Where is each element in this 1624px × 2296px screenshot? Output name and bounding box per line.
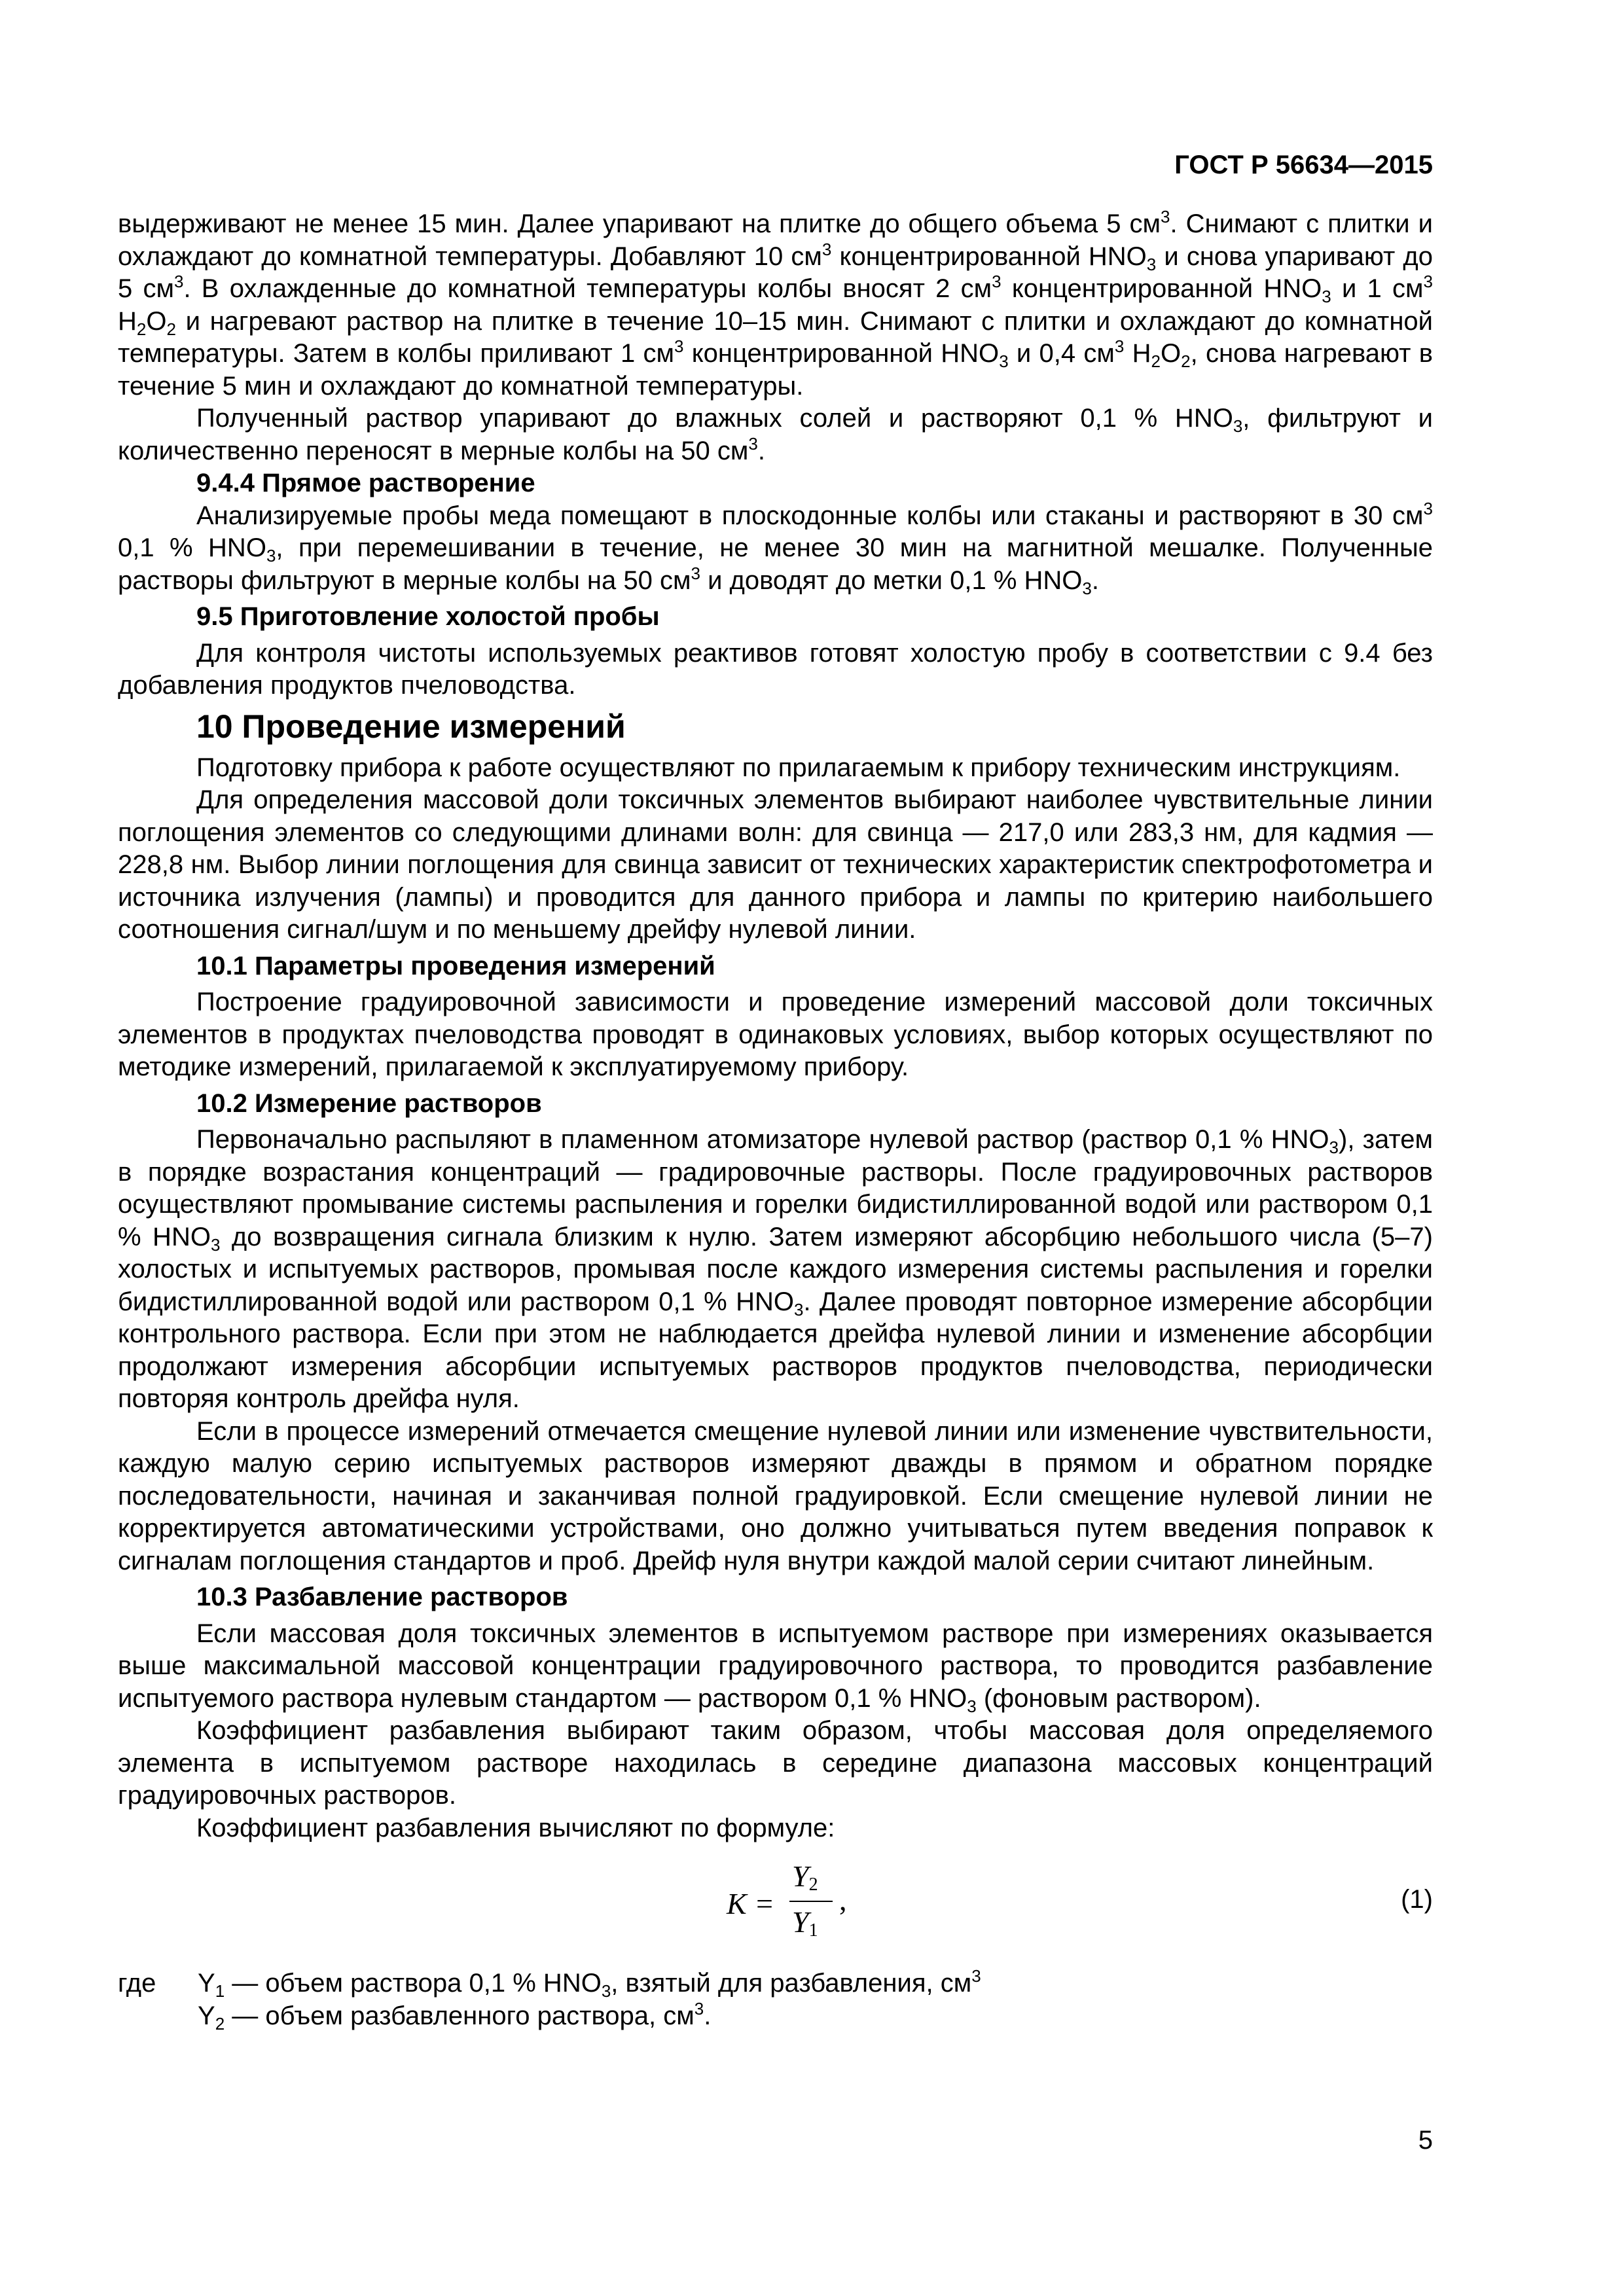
paragraph-zero-drift: Если в процессе измерений отмечается смещение нулевой линии или изменение чувствительности, каждую малую серию испытуемых растворов измеряют дважды в прямом и обратном порядке последовательности, начиная и заканчивая полной градуировкой. Если смещение нулевой линии не корректируется автоматическими устройствами, оно должно учитываться путем введения поправок к сигналам поглощения стандартов и проб. Дрейф нуля внутри каждой малой серии считают линейным. [118,1416,1433,1575]
document-code-header: ГОСТ Р 56634—2015 [1174,151,1433,179]
formula-comma: , [839,1883,847,1916]
page-body [118,208,1433,2032]
section-heading-10-1: 10.1 Параметры проведения измерений [196,951,715,980]
paragraph-wavelengths: Для определения массовой доли токсичных элементов выбирают наиболее чувствительные линии поглощения элементов со следующими длинами волн: для свинца — 217,0 или 283,3 нм, для кадмия — 228,8 нм. Выбор линии поглощения для свинца зависит от технических характеристик спектрофотометра и источника излучения (лампы) и проводится для данного прибора и лампы по критерию наибольшего соотношения сигнал/шум и по меньшему дрейфу нулевой линии. [118,785,1433,944]
paragraph-dilution-coefficient: Коэффициент разбавления выбирают таким образом, чтобы массовая доля определяемого элемента в испытуемом растворе находилась в середине диапазона массовых концентраций градуировочных растворов. [118,1716,1433,1810]
equation-number: (1) [1401,1885,1433,1914]
formula-1 [118,1859,1433,1950]
legend-label: где [118,1969,156,1998]
formula-legend [118,1967,1433,2032]
paragraph-wet-salts: Полученный раствор упаривают до влажных солей и растворяют 0,1 % $HNO_3$, фильтруют и количественно переносят в мерные колбы на 50 $см^3$. [118,404,1434,465]
legend-y2: $Y_2$ — объем разбавленного раствора, $см^3$. [198,1998,712,2034]
paragraph-measurement-params: Построение градуировочной зависимости и проведение измерений массовой доли токсичных элементов в продуктах пчеловодства проводят в одинаковых условиях, выбор которых осуществляют по методике измерений, прилагаемой к эксплуатируемому прибору. [118,988,1433,1081]
section-heading-9-5: 9.5 Приготовление холостой пробы [196,602,660,631]
paragraph-evaporation: выдерживают не менее 15 мин. Далее упаривают на плитке до общего объема 5 $см^3$. Снимают с плитки и охлаждают до комнатной температуры. Добавляют 10 $см^3$ концентрированной $HNO_3$ и снова упаривают до 5 $см^3$. В охлажденные до комнатной температуры колбы вносят 2 $см^3$ концентрированной $HNO_3$ и 1 $см^3$ $H_2O_2$ и нагревают раствор на плитке в течение 10–15 мин. Снимают с плитки и охлаждают до комнатной температуры. Затем в колбы приливают 1 $см^3$ концентрированной $HNO_3$ и 0,4 $см^3$ $H_2O_2$, снова нагревают в течение 5 мин и охлаждают до комнатной температуры. [118,207,1434,401]
fraction-bar [789,1901,833,1902]
paragraph-blank-sample: Для контроля чистоты используемых реактивов готовят холостую пробу в соответствии с 9.4 без добавления продуктов пчеловодства. [118,638,1433,700]
section-heading-10-3: 10.3 Разбавление растворов [196,1583,568,1611]
paragraph-solution-measurement: Первоначально распыляют в пламенном атомизаторе нулевой раствор (раствор 0,1 % $HNO_3$), затем в порядке возрастания концентраций — градировочные растворы. После градуировочных растворов осуществляют промывание системы распыления и горелки бидистиллированной водой или раствором 0,1 % $HNO_3$ до возвращения сигнала близким к нулю. Затем измеряют абсорбцию небольшого числа (5–7) холостых и испытуемых растворов, промывая после каждого измерения системы распыления и горелки бидистиллированной водой или раствором 0,1 % $HNO_3$. Далее проводят повторное измерение абсорбции контрольного раствора. Если при этом не наблюдается дрейфа нулевой линии и изменение абсорбции продолжают измерения абсорбции испытуемых растворов продуктов пчеловодства, периодически повторяя контроль дрейфа нуля. [118,1125,1433,1413]
formula-denominator: $Y_1$ [792,1905,818,1941]
legend-y1: $Y_1$ — объем раствора 0,1 % $HNO_3$, взятый для разбавления, $см^3$ [198,1966,981,2001]
section-heading-10-2: 10.2 Измерение растворов [196,1088,542,1118]
section-heading-10: 10 Проведение измерений [196,708,626,745]
formula-numerator: $Y_2$ [792,1859,818,1895]
paragraph-formula-intro: Коэффициент разбавления вычисляют по формуле: [196,1813,835,1842]
formula-lhs: K = [727,1887,775,1920]
page-number: 5 [1418,2126,1433,2155]
section-heading-9-4-4: 9.4.4 Прямое растворение [196,469,535,497]
paragraph-device-preparation: Подготовку прибора к работе осуществляют по прилагаемым к прибору техническим инструкциям. [196,753,1401,782]
paragraph-dilution: Если массовая доля токсичных элементов в испытуемом растворе при измерениях оказывается выше максимальной массовой концентрации градуировочного раствора, то проводится разбавление испытуемого раствора нулевым стандартом — раствором 0,1 % $HNO_3$ (фоновым раствором). [118,1619,1433,1716]
paragraph-direct-dissolution: Анализируемые пробы меда помещают в плоскодонные колбы или стаканы и растворяют в 30 $см^3$ 0,1 % $HNO_3$, при перемешивании в течение, не менее 30 мин на магнитной мешалке. Полученные растворы фильтруют в мерные колбы на 50 $см^3$ и доводят до метки 0,1 % $HNO_3$. [118,498,1433,598]
